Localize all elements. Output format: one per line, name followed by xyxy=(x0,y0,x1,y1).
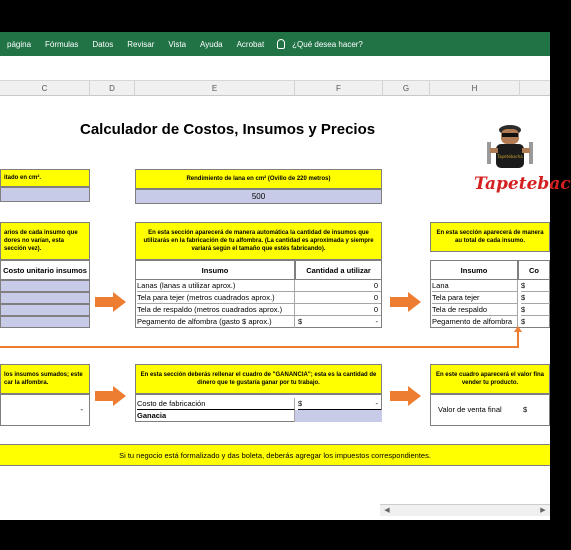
quantity-row-value[interactable]: 0 xyxy=(295,292,381,304)
ribbon-tab-formulas[interactable]: Fórmulas xyxy=(45,39,79,49)
scroll-left-icon[interactable]: ◀ xyxy=(384,507,390,514)
ribbon-tab-datos[interactable]: Datos xyxy=(92,39,114,49)
manufacturing-cost-currency: $ xyxy=(298,398,308,410)
unit-cost-tela-respaldo[interactable] xyxy=(0,304,90,316)
flow-connector-arrow xyxy=(0,326,550,352)
page-title: Calculador de Costos, Insumos y Precios xyxy=(80,121,376,138)
quantity-row-value[interactable]: 0 xyxy=(295,304,381,316)
total-row-name[interactable]: Lana xyxy=(432,280,518,292)
surface-header: itado en cm². xyxy=(0,169,90,187)
profit-info: En esta sección deberás rellenar el cuadro de "GANANCIA"; esta es la cantidad de dinero que te gustaría ganar por tu trabajo. xyxy=(135,364,382,394)
scroll-right-icon[interactable]: ▶ xyxy=(540,507,546,514)
column-header-h[interactable]: H xyxy=(430,81,520,96)
column-headers xyxy=(0,80,550,96)
unit-cost-lana[interactable] xyxy=(0,280,90,292)
column-header-d[interactable]: D xyxy=(90,81,135,96)
final-price-label: Valor de venta final xyxy=(438,405,502,414)
total-row-name[interactable]: Tela de respaldo xyxy=(432,304,518,316)
column-header-g[interactable]: G xyxy=(383,81,430,96)
excel-ribbon xyxy=(0,32,550,56)
quantity-info: En esta sección aparecerá de manera automática la cantidad de insumos que utilizarás en la fabricación de tu alfombra. (La cantidad es aproximada y siempre variará según el tamaño que estés fabricando). xyxy=(135,222,382,260)
brand-logo-text: Tapetebac xyxy=(474,174,571,194)
wool-yield-header: Rendimiento de lana en cm² (Ovillo de 220 metros) xyxy=(135,169,382,189)
arrow-right-icon xyxy=(390,292,422,312)
profit-label: Ganacia xyxy=(137,410,295,422)
ribbon-tab-pagina[interactable]: página xyxy=(7,39,32,49)
total-row-currency[interactable]: $ xyxy=(521,292,550,304)
manufacturing-cost-label: Costo de fabricación xyxy=(137,398,295,410)
quantity-col-insumo: Insumo xyxy=(135,260,295,280)
ribbon-tab-ayuda[interactable]: Ayuda xyxy=(200,39,223,49)
total-row-currency[interactable]: $ xyxy=(521,304,550,316)
manufacturing-cost-value[interactable]: - xyxy=(308,398,381,410)
tell-me-search[interactable]: ¿Qué desea hacer? xyxy=(292,39,363,49)
quantity-row-name[interactable]: Tela para tejer (metros cuadrados aprox.) xyxy=(137,292,295,304)
formula-bar-area xyxy=(0,56,550,76)
column-header-c[interactable]: C xyxy=(0,81,90,96)
unit-cost-tela-tejer[interactable] xyxy=(0,292,90,304)
horizontal-scrollbar[interactable] xyxy=(380,504,550,516)
total-row-currency[interactable]: $ xyxy=(521,280,550,292)
svg-text:Tapetebacha: Tapetebacha xyxy=(497,154,523,159)
surface-input[interactable] xyxy=(0,187,90,202)
total-row-name[interactable]: Tela para tejer xyxy=(432,292,518,304)
column-header-f[interactable]: F xyxy=(295,81,383,96)
total-col-costo: Co xyxy=(518,260,550,280)
wool-yield-value[interactable]: 500 xyxy=(135,189,382,204)
quantity-row-value[interactable]: - xyxy=(375,317,378,326)
total-row-name[interactable]: Pegamento de alfombra xyxy=(432,316,518,328)
unit-cost-info: arios de cada insumo que dores no varían, esta sección vez). xyxy=(0,222,90,260)
total-cost-info: En esta sección aparecerá de manera au total de cada insumo. xyxy=(430,222,550,252)
unit-cost-header: Costo unitario insumos xyxy=(0,260,90,280)
profit-input[interactable] xyxy=(295,410,382,422)
quantity-row-value[interactable]: 0 xyxy=(295,280,381,292)
tax-note: Si tu negocio está formalizado y das boleta, deberás agregar los impuestos correspondientes. xyxy=(0,444,550,466)
worksheet[interactable] xyxy=(0,76,571,520)
arrow-right-icon xyxy=(390,386,422,406)
quantity-row-currency: $ xyxy=(298,317,303,326)
total-sum-value[interactable]: - xyxy=(0,394,90,426)
ribbon-tab-acrobat[interactable]: Acrobat xyxy=(236,39,265,49)
quantity-row-name[interactable]: Lanas (lanas a utilizar aprox.) xyxy=(137,280,295,292)
arrow-right-icon xyxy=(95,292,127,312)
arrow-right-icon xyxy=(95,386,127,406)
quantity-col-cantidad: Cantidad a utilizar xyxy=(295,260,382,280)
final-price-info: En este cuadro aparecerá el valor fina vender tu producto. xyxy=(430,364,550,394)
quantity-row-name[interactable]: Tela de respaldo (metros cuadrados aprox.) xyxy=(137,304,295,316)
column-header-e[interactable]: E xyxy=(135,81,295,96)
ribbon-tab-revisar[interactable]: Revisar xyxy=(127,39,155,49)
total-col-insumo: Insumo xyxy=(430,260,518,280)
ribbon-tab-vista[interactable]: Vista xyxy=(168,39,187,49)
total-row-currency[interactable]: $ xyxy=(521,317,526,326)
brand-logo-figure xyxy=(484,116,536,176)
total-sum-info: los insumos sumados; este car la alfombra. xyxy=(0,364,90,394)
final-price-currency[interactable]: $ xyxy=(523,405,528,414)
quantity-row-name[interactable]: Pegamento de alfombra (gasto $ aprox.) xyxy=(137,316,295,328)
lightbulb-icon xyxy=(277,39,285,49)
